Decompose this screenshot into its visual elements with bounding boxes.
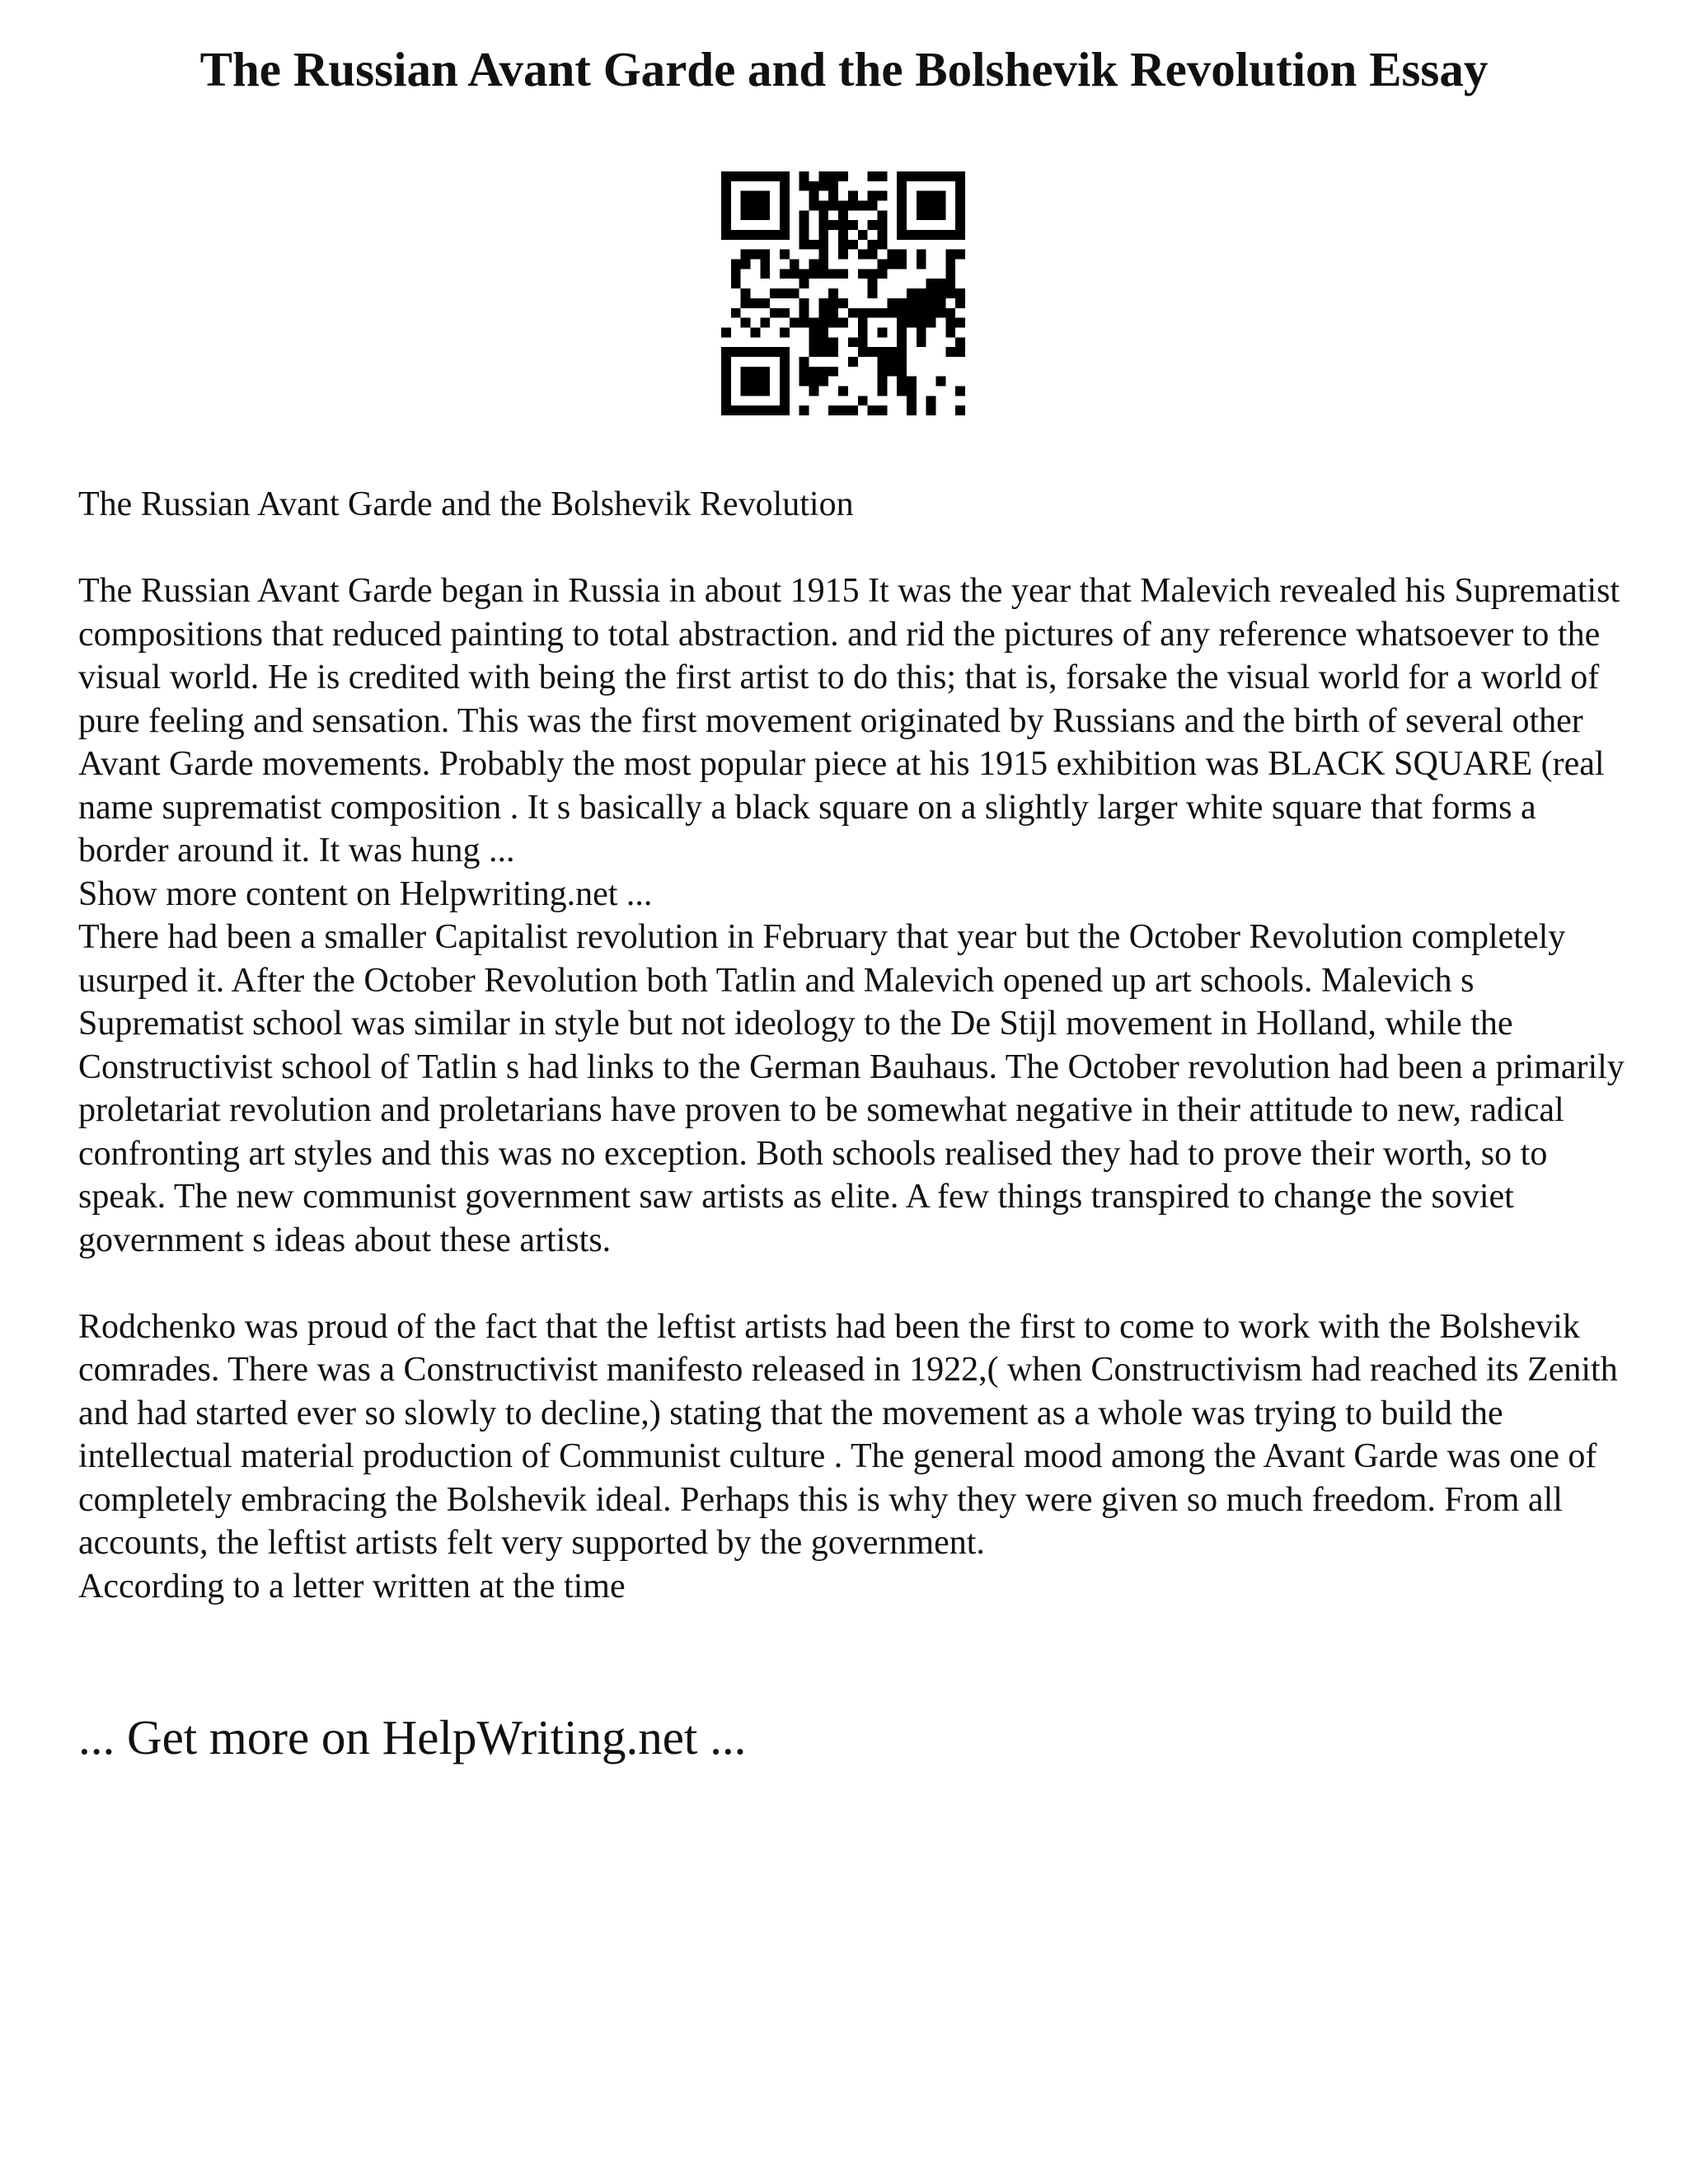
paragraph-4: According to a letter written at the time	[78, 1567, 626, 1605]
paragraph-spacer	[78, 527, 1628, 570]
document-subtitle: The Russian Avant Garde and the Bolshevik Revolution	[78, 485, 854, 523]
paragraph-spacer	[78, 1262, 1628, 1305]
paragraph-3: Rodchenko was proud of the fact that the leftist artists had been the first to come to work with the Bolshevik comrades. There was a Constructivist manifesto released in 1922,( when Constructivism had reached its Zenith and had started ever so slowly to decline,) stating that the movement as a whole was trying to build the intellectual material production of Communist culture . The general mood among the Avant Garde was one of completely embracing the Bolshevik ideal. Perhaps this is why they were given so much freedom. From all accounts, the leftist artists felt very supported by the government.	[78, 1307, 1618, 1562]
document-body	[78, 483, 1628, 1608]
show-more-link[interactable]: Show more content on Helpwriting.net ...	[78, 874, 653, 913]
paragraph-1: The Russian Avant Garde began in Russia in about 1915 It was the year that Malevich revealed his Suprematist compositions that reduced painting to total abstraction. and rid the pictures of any reference whatsoever to the visual world. He is credited with being the first artist to do this; that is, forsake the visual world for a world of pure feeling and sensation. This was the first movement originated by Russians and the birth of several other Avant Garde movements. Probably the most popular piece at his 1915 exhibition was BLACK SQUARE (real name suprematist composition . It s basically a black square on a slightly larger white square that forms a border around it. It was hung ...	[78, 572, 1620, 869]
paragraph-2: There had been a smaller Capitalist revolution in February that year but the October Revolution completely usurped it. After the October Revolution both Tatlin and Malevich opened up art schools. Malevich s Suprematist school was similar in style but not ideology to the De Stijl movement in Holland, while the Constructivist school of Tatlin s had links to the German Bauhaus. The October revolution had been a primarily proletariat revolution and proletarians have proven to be somewhat negative in their attitude to new, radical confronting art styles and this was no exception. Both schools realised they had to prove their worth, so to speak. The new communist government saw artists as elite. A few things transpired to change the soviet government s ideas about these artists.	[78, 918, 1625, 1259]
document-title: The Russian Avant Garde and the Bolshevik Revolution Essay	[199, 42, 1489, 96]
qr-code-icon	[721, 171, 965, 415]
get-more-link[interactable]: ... Get more on HelpWriting.net ...	[78, 1710, 747, 1765]
